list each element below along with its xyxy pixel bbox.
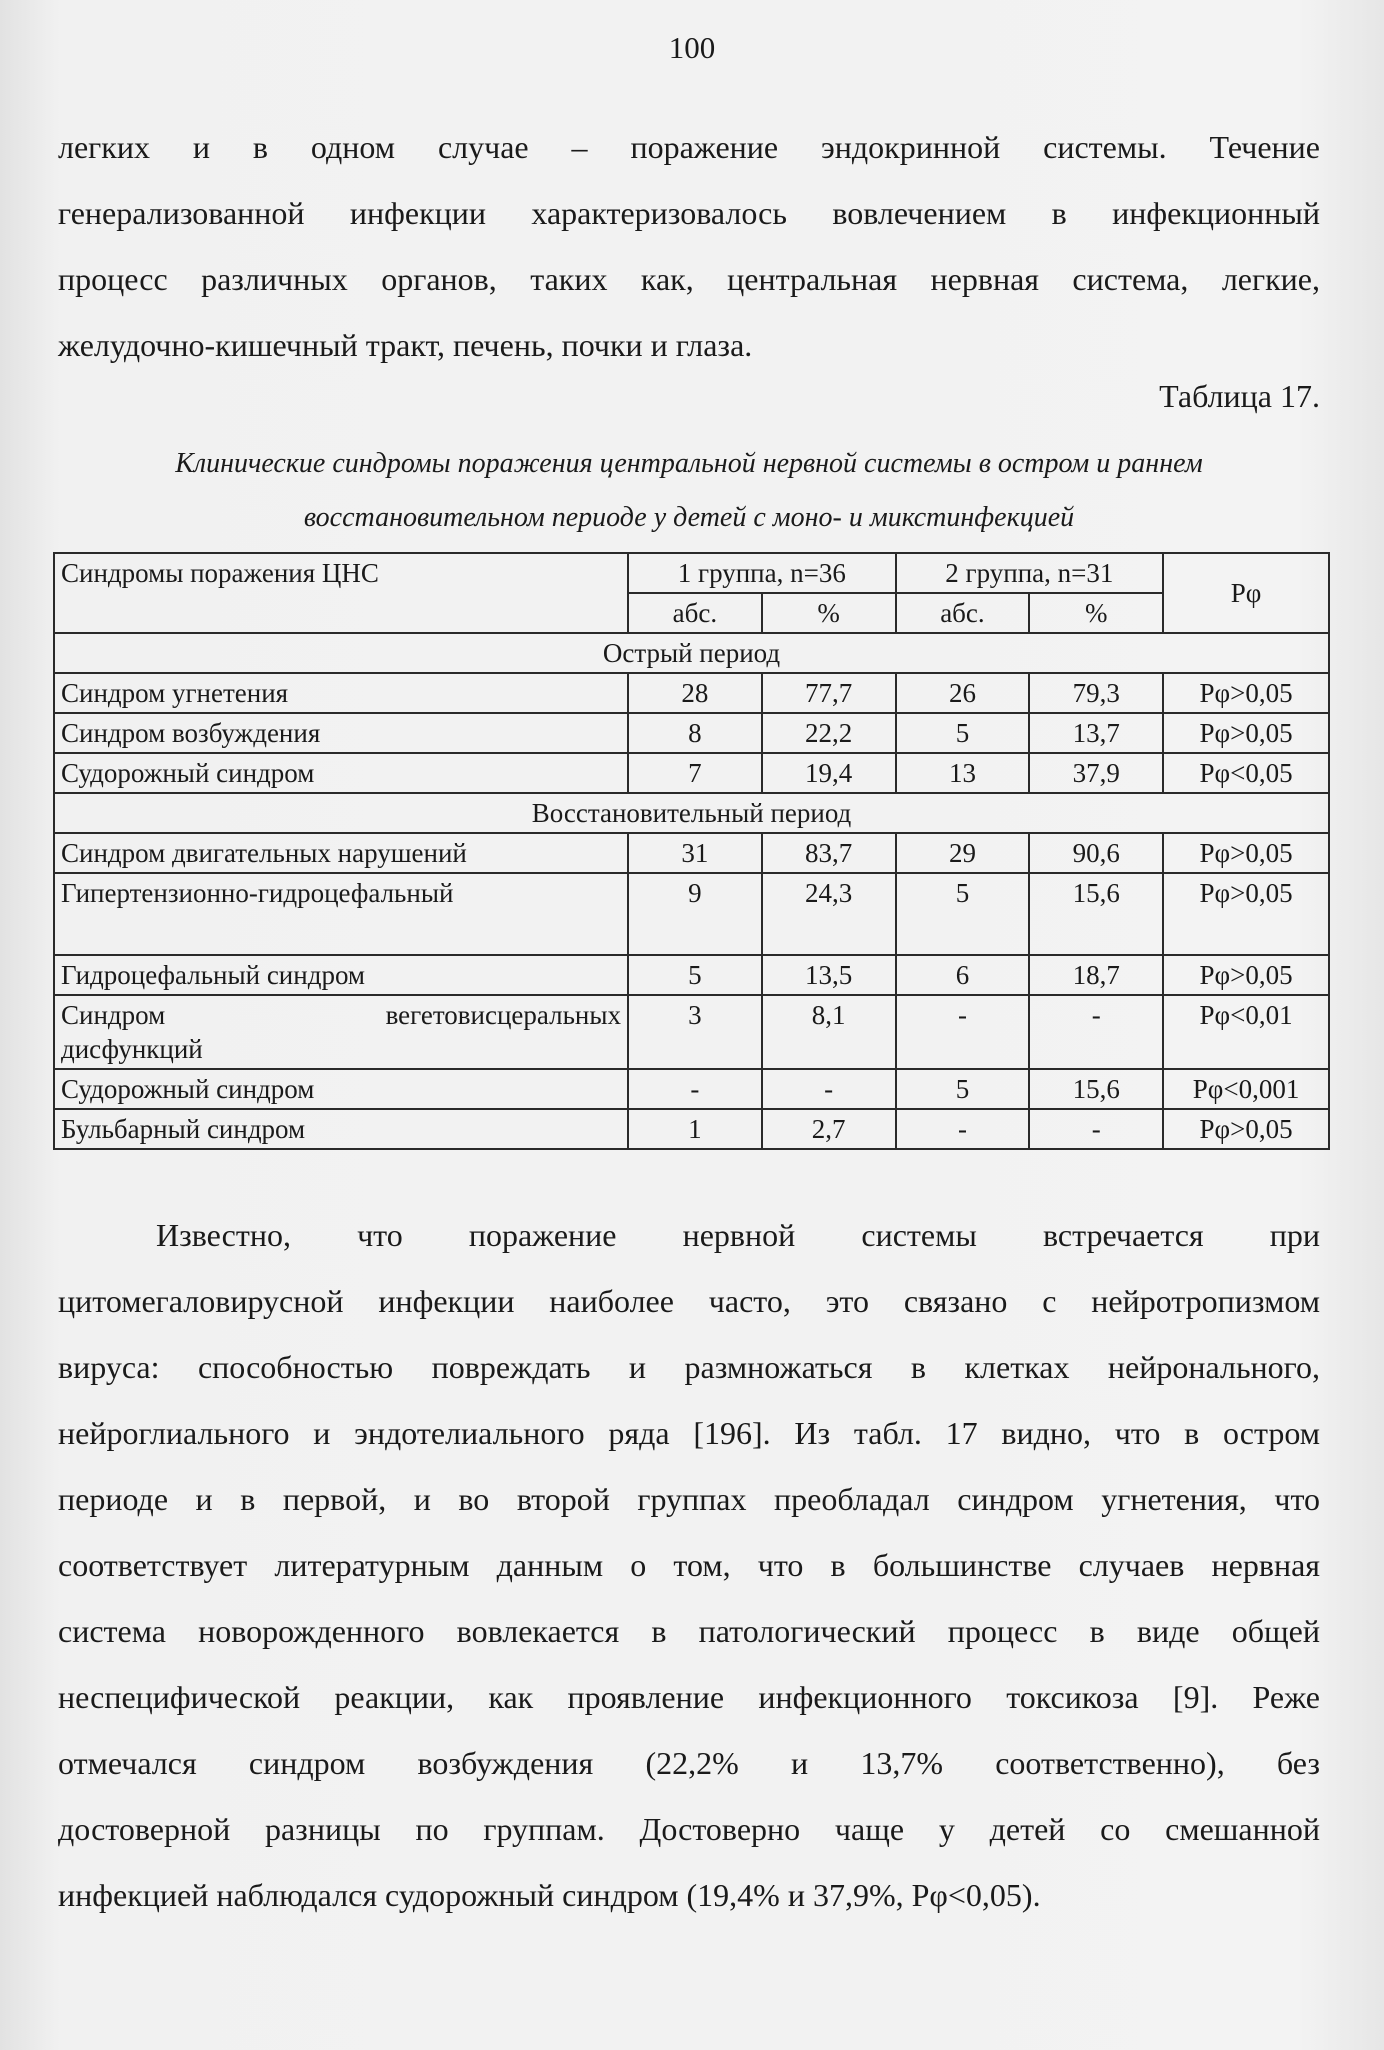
table-label: Таблица 17.: [1159, 378, 1320, 414]
cell-pct2: 15,6: [1029, 873, 1163, 955]
text-line: отмечался синдром возбуждения (22,2% и 13,7% соответственно), без: [58, 1745, 1320, 1781]
section-row: [54, 633, 1329, 673]
header-pct: %: [762, 593, 896, 633]
cell-abs1: 31: [628, 833, 762, 873]
cell-pct2: 15,6: [1029, 1069, 1163, 1109]
cell-rf: Рφ>0,05: [1163, 713, 1329, 753]
header-pct: %: [1029, 593, 1163, 633]
table-row: [54, 673, 1329, 713]
cell-rf: Рφ>0,05: [1163, 873, 1329, 955]
paragraph-1: [58, 114, 1320, 378]
cell-abs1: 1: [628, 1109, 762, 1149]
cell-abs1: -: [628, 1069, 762, 1109]
text-line: генерализованной инфекции характеризовалось вовлечением в инфекционный: [58, 195, 1320, 231]
table-row: [54, 713, 1329, 753]
cell-rf: Рφ>0,05: [1163, 955, 1329, 995]
syndrome-name: [54, 995, 628, 1069]
cell-rf: Рφ<0,01: [1163, 995, 1329, 1069]
cell-rf: Рφ>0,05: [1163, 833, 1329, 873]
cell-abs2: 6: [896, 955, 1030, 995]
text-line: желудочно-кишечный тракт, печень, почки и глаза.: [58, 327, 753, 363]
cell-abs2: 5: [896, 1069, 1030, 1109]
cell-abs1: 7: [628, 753, 762, 793]
table-row: [54, 1109, 1329, 1149]
cell-pct1: -: [762, 1069, 896, 1109]
page-number: 100: [668, 30, 716, 65]
cell-pct2: 90,6: [1029, 833, 1163, 873]
cell-abs2: -: [896, 1109, 1030, 1149]
cell-abs1: 5: [628, 955, 762, 995]
cell-pct1: 77,7: [762, 673, 896, 713]
header-syndromes: Синдромы поражения ЦНС: [54, 553, 628, 633]
cell-abs2: -: [896, 995, 1030, 1069]
syndrome-name: Синдром возбуждения: [54, 713, 628, 753]
text-line: неспецифической реакции, как проявление инфекционного токсикоза [9]. Реже: [58, 1679, 1320, 1715]
table-row: [54, 753, 1329, 793]
cell-pct2: 13,7: [1029, 713, 1163, 753]
cell-abs2: 13: [896, 753, 1030, 793]
cell-pct1: 19,4: [762, 753, 896, 793]
section-acute: Острый период: [54, 633, 1329, 673]
text-line: вируса: способностью повреждать и размножаться в клетках нейронального,: [58, 1349, 1320, 1385]
section-row: [54, 793, 1329, 833]
syndromes-table: [53, 552, 1330, 1150]
header-group2: 2 группа, n=31: [896, 553, 1164, 593]
cell-rf: Рφ>0,05: [1163, 1109, 1329, 1149]
syndrome-name: Синдром двигательных нарушений: [54, 833, 628, 873]
section-recovery: Восстановительный период: [54, 793, 1329, 833]
table-row: [54, 873, 1329, 955]
cell-pct1: 13,5: [762, 955, 896, 995]
text-line: легких и в одном случае – поражение эндокринной системы. Течение: [58, 129, 1320, 165]
paragraph-2: [58, 1202, 1320, 1928]
table-row: [54, 955, 1329, 995]
syndrome-name-line1: Синдром вегетовисцеральных: [61, 1000, 622, 1030]
cell-pct1: 22,2: [762, 713, 896, 753]
cell-pct2: 37,9: [1029, 753, 1163, 793]
cell-abs1: 9: [628, 873, 762, 955]
cell-pct2: 18,7: [1029, 955, 1163, 995]
cell-pct1: 24,3: [762, 873, 896, 955]
cell-abs1: 8: [628, 713, 762, 753]
header-abs: абс.: [896, 593, 1030, 633]
cell-rf: Рφ<0,05: [1163, 753, 1329, 793]
header-group1: 1 группа, n=36: [628, 553, 896, 593]
syndrome-name: Бульбарный синдром: [54, 1109, 628, 1149]
cell-abs1: 28: [628, 673, 762, 713]
cell-pct1: 8,1: [762, 995, 896, 1069]
text-line: нейроглиального и эндотелиального ряда [196]. Из табл. 17 видно, что в остром: [58, 1415, 1320, 1451]
cell-pct1: 2,7: [762, 1109, 896, 1149]
header-rf: Рφ: [1163, 553, 1329, 633]
text-line: Известно, что поражение нервной системы встречается при: [156, 1217, 1320, 1253]
cell-abs2: 26: [896, 673, 1030, 713]
text-line: достоверной разницы по группам. Достоверно чаще у детей со смешанной: [58, 1811, 1320, 1847]
cell-abs2: 5: [896, 873, 1030, 955]
text-line: процесс различных органов, таких как, центральная нервная система, легкие,: [58, 261, 1320, 297]
header-abs: абс.: [628, 593, 762, 633]
table-row: [54, 833, 1329, 873]
text-line: инфекцией наблюдался судорожный синдром (19,4% и 37,9%, Рφ<0,05).: [58, 1877, 1041, 1913]
text-line: соответствует литературным данным о том, что в большинстве случаев нервная: [58, 1547, 1320, 1583]
table-row: [54, 1069, 1329, 1109]
cell-rf: Рφ>0,05: [1163, 673, 1329, 713]
syndrome-name: Гипертензионно-гидроцефальный: [54, 873, 628, 955]
text-line: периоде и в первой, и во второй группах преобладал синдром угнетения, что: [58, 1481, 1320, 1517]
syndrome-name: Гидроцефальный синдром: [54, 955, 628, 995]
cell-abs2: 29: [896, 833, 1030, 873]
cell-pct2: 79,3: [1029, 673, 1163, 713]
syndrome-name: Судорожный синдром: [54, 1069, 628, 1109]
syndrome-name: Синдром угнетения: [54, 673, 628, 713]
table-caption-line: восстановительном периоде у детей с моно- и микстинфекцией: [303, 502, 1075, 533]
text-line: цитомегаловирусной инфекции наиболее часто, это связано с нейротропизмом: [58, 1283, 1320, 1319]
syndrome-name: Судорожный синдром: [54, 753, 628, 793]
cell-rf: Рφ<0,001: [1163, 1069, 1329, 1109]
cell-abs2: 5: [896, 713, 1030, 753]
table-row: [54, 995, 1329, 1069]
cell-abs1: 3: [628, 995, 762, 1069]
table-caption-line: Клинические синдромы поражения центральной нервной системы в остром и раннем: [175, 448, 1203, 479]
syndrome-name-line2: дисфункций: [61, 1034, 203, 1064]
cell-pct2: -: [1029, 1109, 1163, 1149]
text-line: система новорожденного вовлекается в патологический процесс в виде общей: [58, 1613, 1320, 1649]
cell-pct1: 83,7: [762, 833, 896, 873]
table-header-row: [54, 553, 1329, 593]
cell-pct2: -: [1029, 995, 1163, 1069]
